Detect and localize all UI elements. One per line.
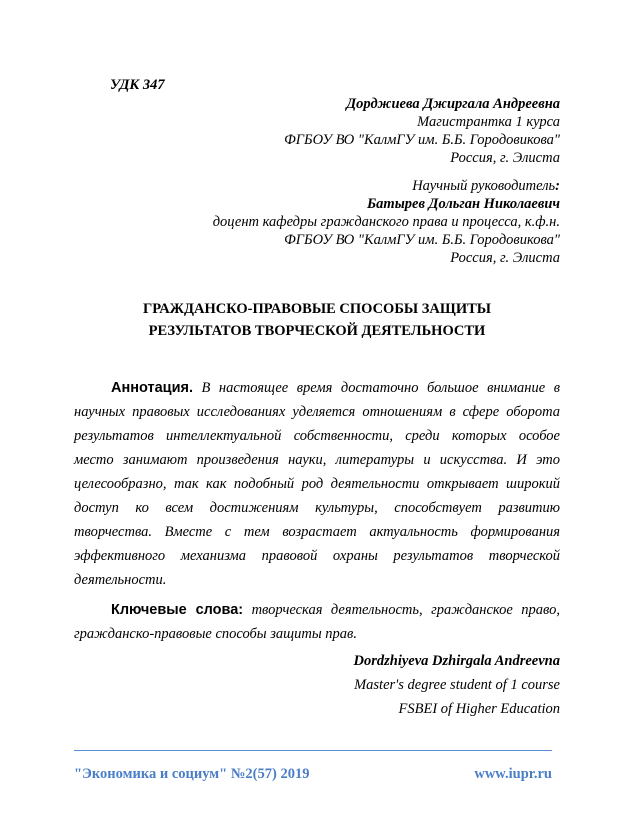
- supervisor-location: Россия, г. Элиста: [450, 250, 560, 266]
- abstract-line: деятельности.: [74, 572, 167, 588]
- abstract-line: место занимают произведения науки, литературы и искусства. И это: [74, 452, 560, 468]
- supervisor-label: [412, 177, 560, 195]
- author-position: Магистрантка 1 курса: [417, 114, 560, 130]
- footer-journal: "Экономика и социум" №2(57) 2019: [74, 766, 310, 782]
- article-title-line-1: ГРАЖДАНСКО-ПРАВОВЫЕ СПОСОБЫ ЗАЩИТЫ: [142, 301, 492, 317]
- footer-divider: [74, 750, 552, 751]
- udk-code: УДК 347: [110, 77, 165, 93]
- supervisor-position: доцент кафедры гражданского права и процесса, к.ф.н.: [212, 214, 560, 230]
- keywords-text: творческая деятельность, гражданское право,: [251, 602, 560, 618]
- abstract-line: творчества. Вместе с тем возрастает актуальность формирования: [74, 524, 560, 540]
- article-title-line-2: РЕЗУЛЬТАТОВ ТВОРЧЕСКОЙ ДЕЯТЕЛЬНОСТИ: [148, 323, 486, 339]
- supervisor-label-colon: :: [555, 178, 560, 194]
- author-position-en: Master's degree student of 1 course: [354, 677, 560, 693]
- abstract-line: эффективного механизма правовой охраны результатов творческой: [74, 548, 560, 564]
- abstract-line: целесообразно, так как подобный род деятельности открывает широкий: [74, 476, 560, 492]
- supervisor-label-text: Научный руководитель: [412, 178, 556, 194]
- abstract-label: Аннотация.: [111, 380, 193, 396]
- author-name-en: Dordzhiyeva Dzhirgala Andreevna: [353, 653, 560, 669]
- abstract-text: В настоящее время достаточно большое внимание в: [201, 380, 561, 396]
- supervisor-name: Батырев Дольган Николаевич: [366, 196, 560, 212]
- keywords-line: [74, 598, 560, 622]
- abstract-line: результатов интеллектуальной собственности, среди которых особое: [74, 428, 560, 444]
- supervisor-organization: ФГБОУ ВО "КалмГУ им. Б.Б. Городовикова": [284, 232, 560, 248]
- author-organization: ФГБОУ ВО "КалмГУ им. Б.Б. Городовикова": [284, 132, 560, 148]
- abstract-line: научных правовых исследованиях уделяется отношениям в сфере оборота: [74, 404, 560, 420]
- author-organization-en: FSBEI of Higher Education: [398, 701, 560, 717]
- author-location: Россия, г. Элиста: [450, 150, 560, 166]
- abstract-line: доступ ко всем достижениям культуры, способствует развитию: [74, 500, 560, 516]
- footer-url[interactable]: www.iupr.ru: [474, 766, 552, 782]
- abstract-line: [74, 376, 560, 400]
- author-name: Дорджиева Джиргала Андреевна: [346, 96, 560, 112]
- keywords-line: гражданско-правовые способы защиты прав.: [74, 626, 357, 642]
- keywords-label: Ключевые слова:: [111, 602, 244, 618]
